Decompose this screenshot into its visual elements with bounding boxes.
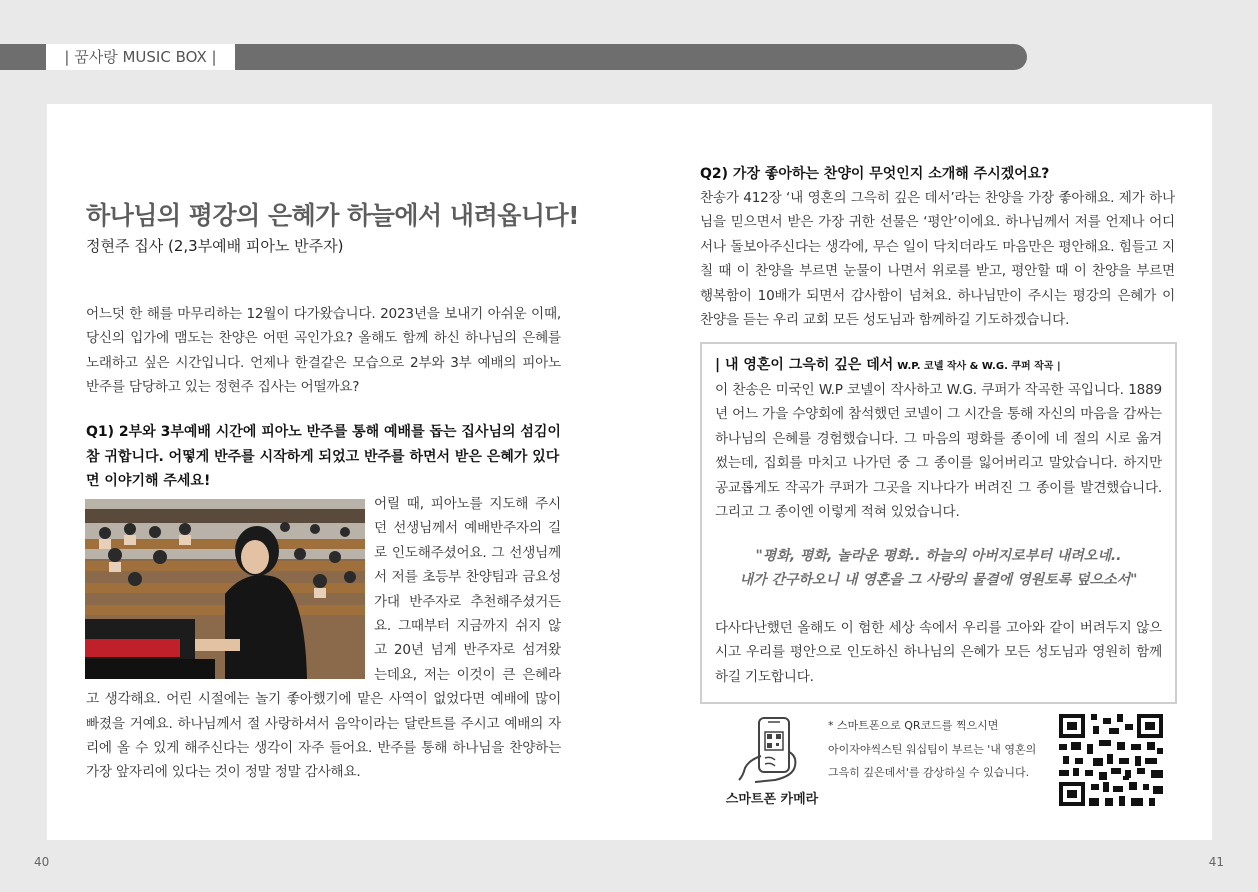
qr-note-line-1: * 스마트폰으로 QR코드를 찍으시면 (828, 719, 999, 732)
qr-note-line-3: 그윽히 깊은데서'를 감상하실 수 있습니다. (828, 766, 1030, 779)
page-number-left: 40 (34, 855, 50, 869)
hymn-quote-line-2: 내가 간구하오니 내 영혼을 그 사랑의 물결에 영원토록 덮으소서" (739, 572, 1138, 588)
intro-paragraph: 어느덧 한 해를 마무리하는 12월이 다가왔습니다. 2023년을 보내기 아쉬운 이때, 당신의 입가에 맴도는 찬양은 어떤 곡인가요? 올해도 함께 하신 하나님의 은혜를 노래하고 싶은 시간입니다. 언제나 한결같은 모습으로 2부와 3부 예배의 피아노 반주를 담당하고 있는 정현주 집사는 어떨까요? (86, 306, 561, 396)
question-1: Q1) 2부와 3부예배 시간에 피아노 반주를 통해 예배를 돕는 집사님의 섬김이 참 귀합니다. 어떻게 반주를 시작하게 되었고 반주를 하면서 받은 은혜가 있다면 이야기해 주세요! (86, 424, 561, 489)
qr-note (828, 714, 1053, 785)
qr-note-line-2: 아이자야씩스틴 워십팀이 부르는 '내 영혼의 (828, 742, 1037, 756)
answer-2: 찬송가 412장 ‘내 영혼의 그윽히 깊은 데서’라는 찬양을 가장 좋아해요. 제가 하나님을 믿으면서 받은 가장 귀한 선물은 ‘평안’이에요. 하나님께서 저를 언제나 어디서나 돌보아주신다는 생각에, 무슨 일이 닥치더라도 마음만은 평안해요. 힘들고 지칠 때 이 찬양을 부르면 눈물이 나면서 위로를 받고, 평안할 때 이 찬양을 부르면 행복함이 10배가 되면서 감사함이 넘쳐요. 하나님만이 주시는 평강의 은혜가 이 찬양을 듣는 우리 교회 모든 성도님과 함께하길 기도하겠습니다. (700, 190, 1175, 329)
hymn-credits: W.P. 코넬 작사 & W.G. 쿠퍼 작곡 | (897, 361, 1061, 372)
hymn-closing: 다사다난했던 올해도 이 험한 세상 속에서 우리를 고아와 같이 버려두지 않으시고 우리를 평안으로 인도하신 하나님의 은혜가 모든 성도님과 영원히 함께하길 기도합니다. (715, 620, 1162, 685)
hymn-story: 이 찬송은 미국인 W.P 코넬이 작사하고 W.G. 쿠퍼가 작곡한 곡입니다. 1889년 어느 가을 수양회에 참석했던 코넬이 그 시간을 통해 자신의 마음을 감싸는 하나님의 은혜를 경험했습니다. 그 마음의 평화를 종이에 네 절의 시로 옮겨 썼는데, 집회를 마치고 나가던 중 그 종이를 잃어버리고 말았습니다. 하지만 공교롭게도 작곡가 쿠퍼가 그곳을 지나다가 버려진 그 종이를 발견했습니다. 그리고 그 종이엔 이렇게 적혀 있었습니다. (715, 382, 1162, 521)
qr-code-icon[interactable] (1059, 714, 1163, 806)
hymn-box-title (715, 354, 1061, 374)
magazine-spread (47, 104, 1212, 840)
phone-caption: 스마트폰 카메라 (725, 792, 819, 807)
page-number-right: 41 (1208, 855, 1224, 869)
article-title: 하나님의 평강의 은혜가 하늘에서 내려옵니다! (86, 201, 580, 230)
article-author: 정현주 집사 (2,3부예배 피아노 반주자) (86, 237, 344, 255)
pianist-photo (85, 499, 365, 679)
section-label: | 꿈사랑 MUSIC BOX | (46, 44, 235, 70)
question-2: Q2) 가장 좋아하는 찬양이 무엇인지 소개해 주시겠어요? (700, 166, 1050, 182)
phone-camera-icon (735, 716, 805, 784)
hymn-story-box (700, 342, 1177, 704)
hymn-quote-line-1: "평화, 평화, 놀라운 평화.. 하늘의 아버지로부터 내려오네.. (755, 548, 1122, 564)
answer-1-text: 어릴 때, 피아노를 지도해 주시던 선생님께서 예배반주자의 길로 인도해주셨어요. 그 선생님께서 저를 초등부 찬양팀과 금요성가대 반주자로 추천해주셨거든요. 그때부터 지금까지 쉬지 않고 20년 넘게 반주자로 섬겨왔는데요, 저는 이것이 큰 은혜라고 생각해요. 어린 시절에는 놀기 좋아했기에 맡은 사역이 없었다면 예배에 많이 빠졌을 거예요. 하나님께서 절 사랑하셔서 음악이라는 달란트를 주시고 예배의 자리에 올 수 있게 해주신다는 생각이 자주 들어요. 반주를 통해 하나님을 찬양하는 가장 앞자리에 있다는 것이 정말 정말 감사해요. (86, 496, 561, 781)
hymn-title-text: | 내 영혼이 그윽히 깊은 데서 (715, 357, 894, 373)
